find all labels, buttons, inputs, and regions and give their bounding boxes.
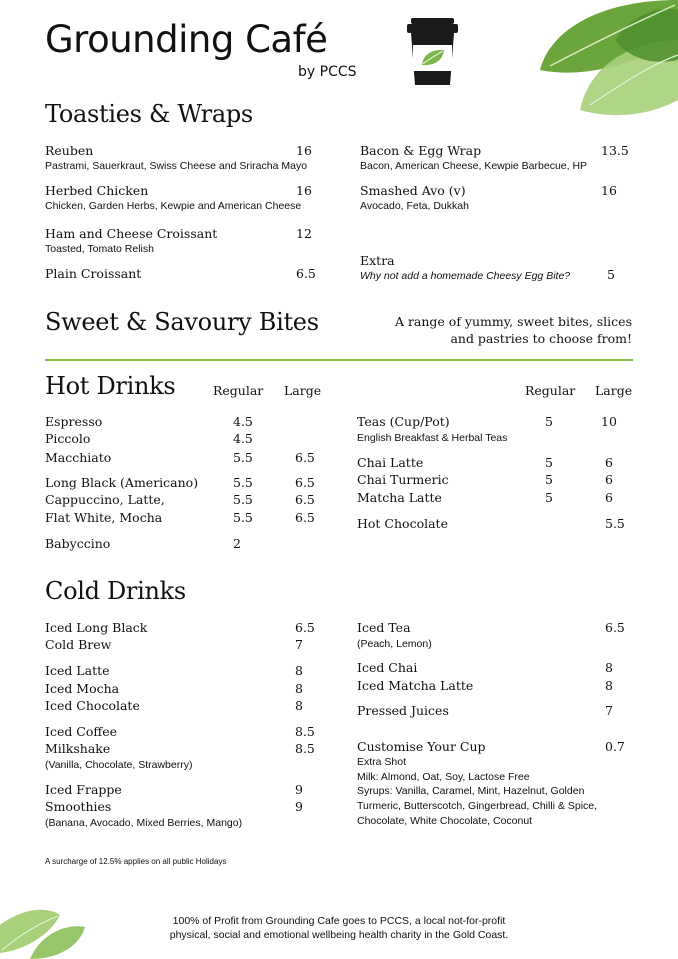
menu-item-name: Teas (Cup/Pot) [357,414,450,429]
menu-item-desc: Extra Shot [357,756,407,768]
column-header-large: Large [284,383,322,398]
menu-item-price: 6.5 [295,492,315,507]
menu-item-desc: Syrups: Vanilla, Caramel, Mint, Hazelnut, Golden [357,785,585,797]
surcharge-note: A surcharge of 12.5% applies on all public Holidays [45,857,227,866]
menu-item-name: Iced Mocha [45,681,120,696]
menu-item-name: Iced Latte [45,663,110,678]
cold-drinks-heading: Cold Drinks [45,577,186,605]
menu-item-name: Chai Turmeric [357,472,449,487]
column-header-regular: Regular [213,383,264,398]
menu-item-price: 16 [601,183,617,198]
menu-item-price: 9 [295,799,303,814]
menu-item-name: Chai Latte [357,455,424,470]
menu-item-price: 6 [605,472,613,487]
menu-item-name: Hot Chocolate [357,516,448,531]
menu-item-price: 6.5 [295,450,315,465]
menu-item-name: Reuben [45,143,94,158]
menu-item-price: 6.5 [295,475,315,490]
menu-item-desc: Toasted, Tomato Relish [45,243,154,255]
footer-charity-note [0,914,678,942]
menu-item-price: 4.5 [233,431,253,446]
menu-item-name: Iced Long Black [45,620,148,635]
menu-item-name: Flat White, Mocha [45,510,163,525]
menu-item-price: 2 [233,536,241,551]
menu-item-name: Matcha Latte [357,490,442,505]
menu-item-name: Piccolo [45,431,91,446]
menu-item-name: Milkshake [45,741,111,756]
menu-item-price: 6.5 [605,620,625,635]
menu-item-price: 8 [605,660,613,675]
menu-item-name: Iced Chocolate [45,698,140,713]
menu-item-name: Bacon & Egg Wrap [360,143,482,158]
menu-item-price: 5 [545,455,553,470]
menu-item-name: Smashed Avo (v) [360,183,466,198]
menu-item-price: 8 [605,678,613,693]
menu-item-price: 6.5 [295,510,315,525]
menu-item-price: 16 [296,143,312,158]
column-header-regular: Regular [525,383,576,398]
menu-item-price: 5.5 [233,492,253,507]
sweet-tagline-line: and pastries to choose from! [450,331,632,346]
menu-item-price: 4.5 [233,414,253,429]
menu-item-name: Cappuccino, Latte, [45,492,165,507]
sweet-tagline-line: A range of yummy, sweet bites, slices [394,314,632,329]
menu-item-price: 6 [605,490,613,505]
menu-item-price: 16 [296,183,312,198]
sweet-heading: Sweet & Savoury Bites [45,308,319,336]
menu-item-name: Iced Coffee [45,724,118,739]
leaf-decoration-icon [520,0,678,125]
menu-item-desc: (Peach, Lemon) [357,638,432,650]
menu-item-desc: (Vanilla, Chocolate, Strawberry) [45,759,193,771]
menu-item-price: 5 [545,472,553,487]
menu-item-name: Iced Chai [357,660,418,675]
menu-item-desc: (Banana, Avocado, Mixed Berries, Mango) [45,817,243,829]
menu-item-name: Babyccino [45,536,111,551]
section-divider [45,359,633,361]
menu-item-name: Espresso [45,414,103,429]
menu-item-name: Long Black (Americano) [45,475,199,490]
menu-item-price: 8.5 [295,741,315,756]
menu-item-desc: Pastrami, Sauerkraut, Swiss Cheese and Sriracha Mayo [45,160,308,172]
menu-item-price: 13.5 [601,143,629,158]
menu-item-price: 5 [545,490,553,505]
menu-item-price: 6.5 [296,266,316,281]
menu-item-name: Plain Croissant [45,266,142,281]
menu-item-name: Iced Matcha Latte [357,678,474,693]
toasties-heading: Toasties & Wraps [45,100,253,128]
column-header-large: Large [595,383,633,398]
menu-item-name: Pressed Juices [357,703,449,718]
menu-item-price: 5 [545,414,553,429]
menu-item-desc: Chicken, Garden Herbs, Kewpie and American Cheese [45,200,302,212]
menu-item-name: Smoothies [45,799,112,814]
hot-drinks-heading: Hot Drinks [45,372,176,400]
coffee-cup-logo-icon [405,15,460,87]
menu-item-desc: Why not add a homemade Cheesy Egg Bite? [360,270,571,282]
menu-item-name: Cold Brew [45,637,112,652]
menu-item-price: 8 [295,698,303,713]
menu-item-price: 6.5 [295,620,315,635]
menu-item-name: Ham and Cheese Croissant [45,226,218,241]
menu-item-price: 8 [295,663,303,678]
footer-line: 100% of Profit from Grounding Cafe goes to PCCS, a local not-for-profit [172,915,506,927]
menu-item-name: Herbed Chicken [45,183,149,198]
menu-item-price: 0.7 [605,739,625,754]
menu-item-price: 12 [296,226,312,241]
menu-item-price: 7 [295,637,303,652]
menu-item-name: Extra [360,253,395,268]
menu-item-price: 5.5 [233,475,253,490]
menu-item-price: 10 [601,414,617,429]
menu-item-desc: Milk: Almond, Oat, Soy, Lactose Free [357,771,530,783]
menu-item-price: 5 [607,267,615,282]
menu-item-price: 6 [605,455,613,470]
menu-item-desc: Avocado, Feta, Dukkah [360,200,469,212]
menu-item-price: 8 [295,681,303,696]
menu-item-name: Customise Your Cup [357,739,486,754]
sweet-tagline [380,313,632,347]
cafe-byline: by PCCS [298,64,357,80]
menu-item-desc: Bacon, American Cheese, Kewpie Barbecue, HP [360,160,588,172]
menu-item-name: Iced Tea [357,620,411,635]
menu-item-price: 5.5 [233,450,253,465]
menu-item-price: 7 [605,703,613,718]
menu-item-price: 5.5 [233,510,253,525]
menu-item-desc: English Breakfast & Herbal Teas [357,432,508,444]
footer-line: physical, social and emotional wellbeing health charity in the Gold Coast. [169,929,509,941]
menu-item-price: 8.5 [295,724,315,739]
menu-item-name: Iced Frappe [45,782,122,797]
cafe-title: Grounding Café [45,18,328,61]
menu-item-price: 5.5 [605,516,625,531]
menu-item-name: Macchiato [45,450,112,465]
menu-item-desc: Chocolate, White Chocolate, Coconut [357,815,533,827]
menu-item-price: 9 [295,782,303,797]
menu-item-desc: Turmeric, Butterscotch, Gingerbread, Chilli & Spice, [357,800,598,812]
